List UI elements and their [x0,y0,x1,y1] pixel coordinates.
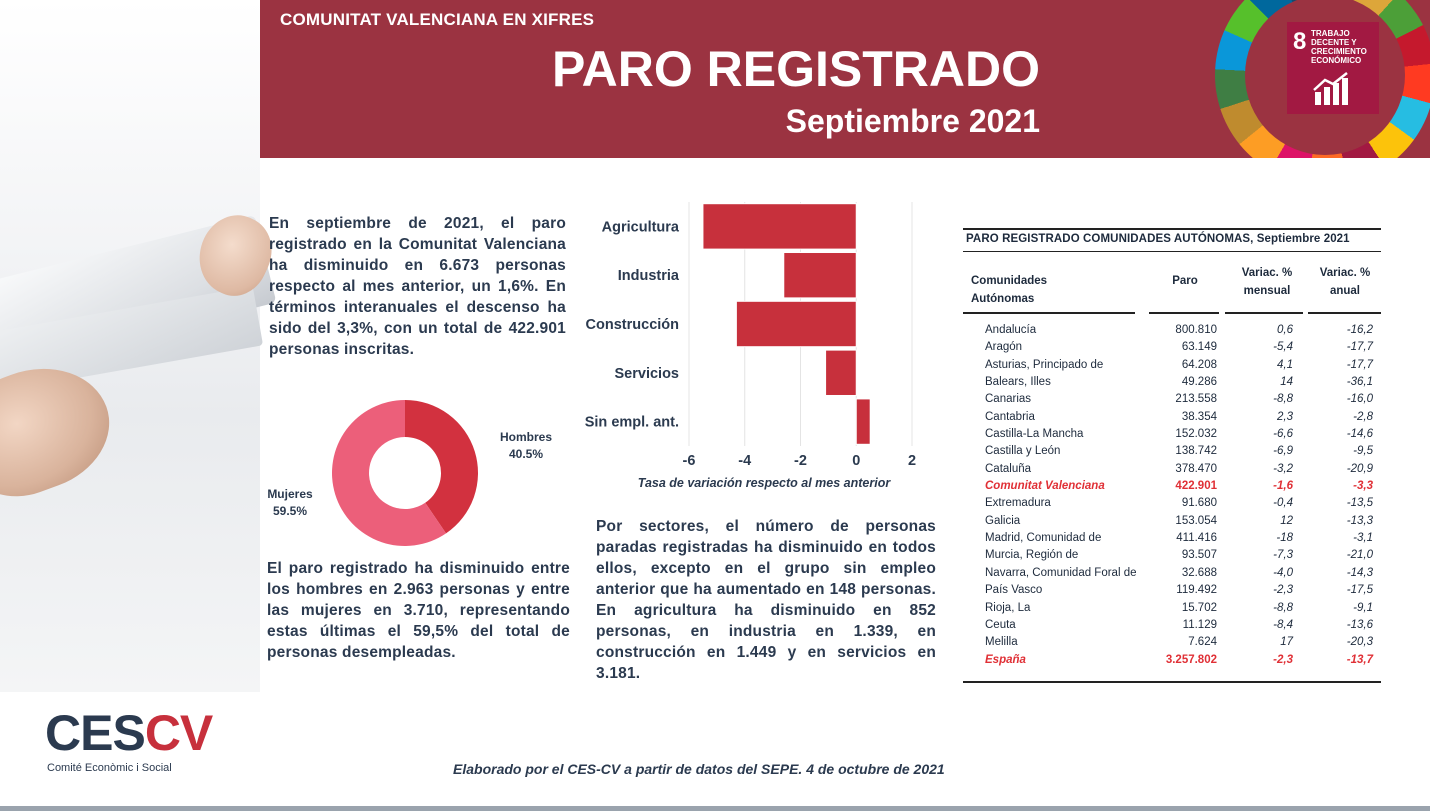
bar-sin-empl-ant- [856,399,870,444]
cell-paro: 138.742 [1175,445,1217,458]
cell-region: Aragón [985,341,1023,354]
cell-region: Galicia [985,514,1021,527]
cell-mensual: 4,1 [1277,358,1293,371]
cell-paro: 91.680 [1181,497,1217,510]
cell-mensual: -8,8 [1273,601,1293,614]
table-row [963,480,1383,497]
column-header-mensual: Variac. % mensual [1241,267,1293,297]
cell-paro: 7.624 [1188,636,1217,649]
cell-anual: -13,6 [1346,618,1373,631]
header-underline [1225,312,1303,314]
table-row [963,341,1383,358]
cell-anual: -16,0 [1346,393,1373,406]
cell-mensual: -5,4 [1273,341,1293,354]
cell-anual: -20,9 [1346,462,1373,475]
cell-region: Canarias [985,393,1032,406]
donut-label-value: 59.5% [272,504,308,518]
cell-paro: 93.507 [1181,549,1217,562]
background-photo [0,0,260,692]
header-underline [1308,312,1381,314]
cell-mensual: -8,4 [1273,618,1293,631]
cell-region: Castilla y León [985,445,1061,458]
cell-region: Rioja, La [985,601,1031,614]
cell-paro: 378.470 [1175,462,1217,475]
table-row [963,445,1383,462]
bar-agricultura [703,204,856,249]
table-row [963,411,1383,428]
cell-paro: 32.688 [1181,566,1217,579]
table-row [963,584,1383,601]
table-row [963,497,1383,514]
table-rule [963,251,1381,252]
cell-paro: 152.032 [1175,428,1217,441]
column-header-paro: Paro [1172,275,1198,287]
header-underline [963,312,1135,314]
sdg-goal-badge [1287,22,1379,114]
category-label: Sin empl. ant. [584,414,679,431]
tick-label: -4 [738,453,752,469]
bar-industria [784,253,856,298]
sector-bar-chart [575,200,935,495]
table-rule [963,228,1381,230]
cell-anual: -2,8 [1353,410,1373,423]
cell-anual: -13,7 [1346,653,1373,666]
cell-region: Extremadura [985,497,1051,510]
table-row [963,549,1383,566]
table-row [963,393,1383,410]
growth-chart-icon [1313,72,1351,106]
bottom-bar [0,806,1430,811]
cell-mensual: 0,6 [1277,324,1293,336]
cell-anual: -17,5 [1346,584,1373,597]
cell-region: Murcia, Región de [985,549,1079,562]
cell-anual: -9,1 [1353,601,1373,614]
cell-anual: -36,1 [1346,376,1373,389]
cell-mensual: 14 [1280,376,1293,389]
donut-label-value: 40.5% [508,447,544,461]
cell-mensual: -0,4 [1273,497,1293,510]
header-banner [260,0,1430,158]
cell-paro: 38.354 [1181,410,1217,423]
cell-anual: -3,1 [1353,532,1373,545]
cell-mensual: -2,3 [1273,653,1293,666]
cell-paro: 49.286 [1181,376,1217,389]
table-body [963,324,1383,671]
header-underline [1149,312,1219,314]
cell-mensual: -8,8 [1273,393,1293,406]
table-row [963,619,1383,636]
table-rule [963,681,1381,683]
x-axis-label: Tasa de variación respecto al mes anterior [637,476,891,490]
tick-label: 0 [852,453,861,469]
gender-paragraph: El paro registrado ha disminuido entre los hombres en 2.963 personas y entre las mujeres en 3.710, representando estas últimas el 59,5% del total de personas desempleadas. [267,560,570,661]
cell-region: Cantabria [985,410,1035,423]
cell-region: Cataluña [985,462,1032,475]
table-row [963,463,1383,480]
intro-paragraph: En septiembre de 2021, el paro registrado en la Comunitat Valenciana ha disminuido en 6.673 personas respecto al mes anterior, un 1,6%. En términos interanuales el descenso ha sido del 3,3%, con un total de 422.901 personas inscritas. [269,215,566,358]
tick-label: -6 [682,453,696,469]
logo-subtitle: Comité Econòmic i Social [47,762,172,774]
cell-paro: 422.901 [1175,480,1217,493]
cell-mensual: 2,3 [1277,410,1293,423]
cell-anual: -17,7 [1346,358,1373,371]
cell-paro: 153.054 [1175,514,1217,527]
cell-anual: -13,5 [1346,497,1373,510]
category-label: Agricultura [601,219,679,236]
cell-mensual: -1,6 [1273,480,1293,493]
cell-region: Asturias, Principado de [985,358,1104,371]
sdg-number: 8 [1293,28,1307,55]
cell-region: Andalucía [985,324,1037,336]
cell-region: Comunitat Valenciana [985,480,1105,493]
donut-label-mujeres [262,486,318,520]
cell-paro: 11.129 [1182,618,1217,631]
cell-region: Balears, Illes [985,376,1051,389]
table-row [963,515,1383,532]
cell-anual: -14,6 [1346,428,1373,441]
donut-label-name: Hombres [499,430,552,444]
cell-anual: -13,3 [1346,514,1373,527]
table-row [963,532,1383,549]
cell-anual: -14,3 [1346,566,1373,579]
cell-mensual: -7,3 [1273,549,1293,562]
table-row [963,567,1383,584]
table-row [963,428,1383,445]
footer-credit: Elaborado por el CES-CV a partir de datos del SEPE. 4 de octubre de 2021 [453,761,945,777]
page-title: PARO REGISTRADO [552,41,1040,97]
cell-region: España [985,653,1026,666]
cell-region: Melilla [985,636,1018,649]
cell-region: Navarra, Comunidad Foral de [985,566,1137,579]
cell-mensual: 17 [1280,636,1293,649]
table-title: PARO REGISTRADO COMUNIDADES AUTÓNOMAS, Septiembre 2021 [966,233,1350,245]
cell-paro: 64.208 [1181,358,1217,371]
cell-mensual: -18 [1276,532,1293,545]
logo-text [45,705,213,761]
page-date: Septiembre 2021 [785,103,1040,139]
header-subtitle: COMUNITAT VALENCIANA EN XIFRES [280,10,595,29]
table-row [963,636,1383,653]
sdg-text: TRABAJO DECENTE Y CRECIMIENTO ECONÓMICO [1311,29,1367,65]
cell-mensual: -4,0 [1273,566,1293,579]
cell-anual: -17,7 [1346,341,1373,354]
category-label: Servicios [614,365,679,382]
tick-label: -2 [794,453,807,469]
cell-region: Madrid, Comunidad de [985,532,1102,545]
cell-region: País Vasco [985,584,1043,597]
donut-label-hombres [496,429,556,463]
gender-donut-chart [330,398,480,548]
cell-paro: 63.149 [1181,341,1217,354]
cell-mensual: -2,3 [1273,584,1293,597]
category-label: Construcción [585,317,679,333]
cell-mensual: -6,6 [1273,428,1293,441]
logo-cv: CV [144,705,213,761]
cell-mensual: -3,2 [1273,462,1293,475]
bar-servicios [826,350,857,395]
table-row [963,376,1383,393]
cell-anual: -3,3 [1353,480,1373,493]
bar-construcci-n [736,301,856,346]
logo-ces: CES [45,705,145,761]
cell-paro: 3.257.802 [1165,653,1217,666]
cell-anual: -21,0 [1346,549,1373,562]
donut-label-name: Mujeres [267,487,313,501]
cell-paro: 213.558 [1175,393,1217,406]
cell-anual: -16,2 [1346,324,1373,336]
cell-paro: 15.702 [1181,601,1217,614]
cell-region: Ceuta [985,618,1016,631]
table-row [963,359,1383,376]
cell-paro: 119.492 [1176,584,1217,597]
cell-mensual: 12 [1280,514,1293,527]
column-header-anual: Variac. % anual [1319,267,1371,297]
sectors-paragraph: Por sectores, el número de personas paradas registradas ha disminuido en todos ellos, excepto en el grupo sin empleo anterior que ha aumentado en 148 personas. En agricultura ha disminuido en 852 personas, en industria en 1.339, en construcción en 1.449 y en servicios en 3.181. [596,518,936,682]
cell-paro: 411.416 [1176,532,1217,545]
table-row [963,602,1383,619]
category-label: Industria [617,268,679,285]
cell-paro: 800.810 [1175,324,1217,336]
table-row [963,324,1383,341]
tick-label: 2 [907,453,917,469]
cell-anual: -20,3 [1346,636,1373,649]
cell-mensual: -6,9 [1273,445,1293,458]
table-row [963,654,1383,671]
cell-anual: -9,5 [1353,445,1373,458]
column-header-region: Comunidades Autónomas [971,275,1048,305]
cell-region: Castilla-La Mancha [985,428,1084,441]
